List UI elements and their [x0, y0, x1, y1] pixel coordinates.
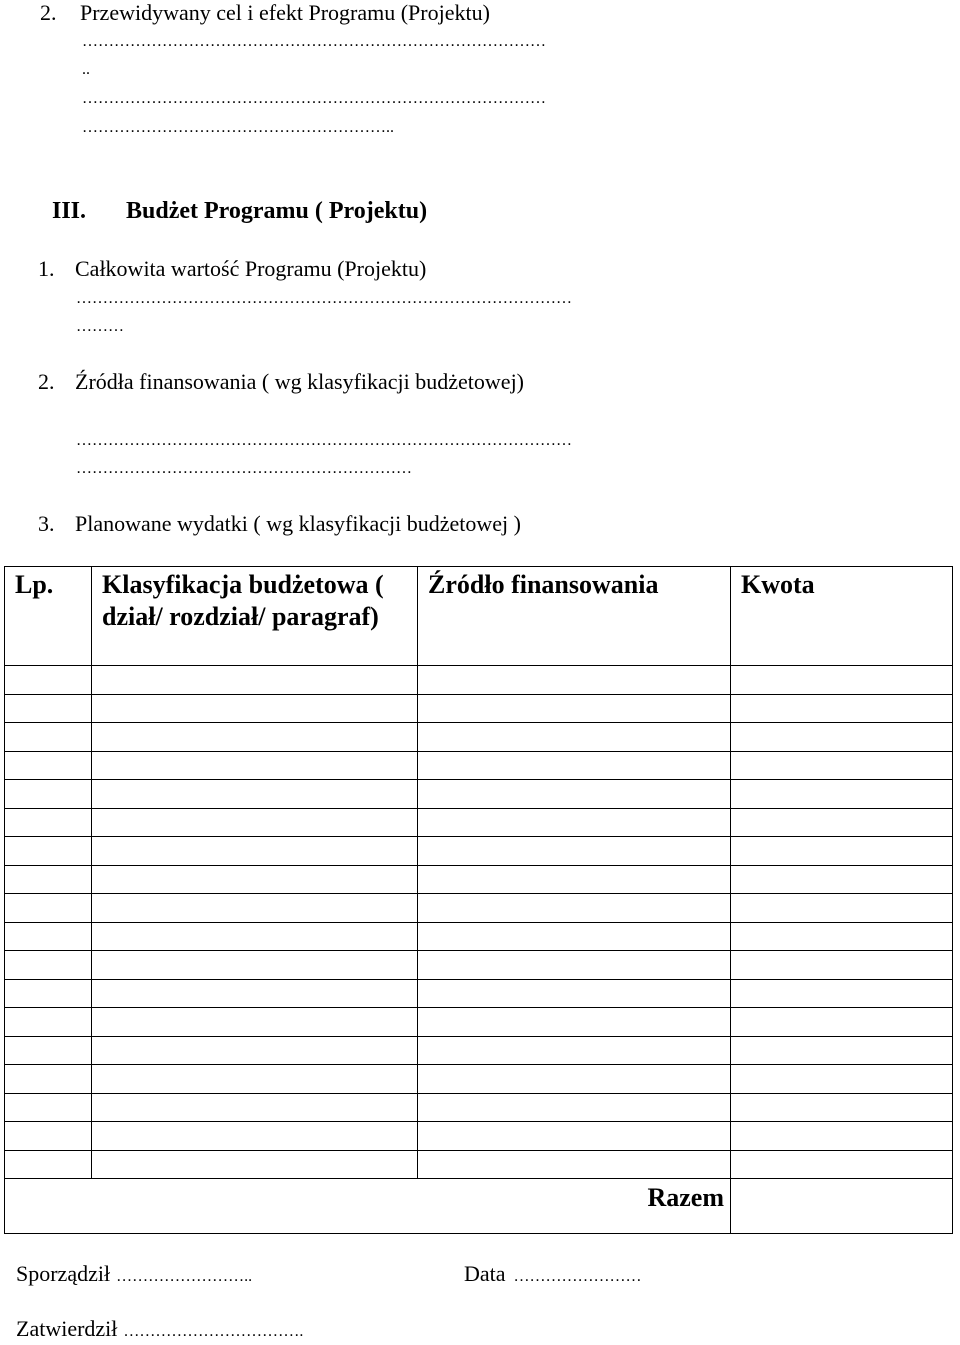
table-cell[interactable] [731, 751, 953, 780]
table-cell[interactable] [5, 837, 92, 866]
table-row [5, 1008, 953, 1037]
table-cell[interactable] [5, 723, 92, 752]
table-cell[interactable] [5, 1122, 92, 1151]
table-cell[interactable] [731, 865, 953, 894]
table-cell[interactable] [418, 1093, 731, 1122]
table-cell[interactable] [5, 1065, 92, 1094]
dotted-line-2: .. [82, 61, 90, 78]
table-cell[interactable] [731, 694, 953, 723]
item-number: 3. [38, 511, 55, 536]
table-row [5, 1036, 953, 1065]
table-cell[interactable] [731, 1036, 953, 1065]
table-cell[interactable] [92, 808, 418, 837]
table-cell[interactable] [418, 666, 731, 695]
header-amount: Kwota [731, 567, 953, 666]
table-cell[interactable] [731, 951, 953, 980]
table-row [5, 1093, 953, 1122]
table-cell[interactable] [5, 1008, 92, 1037]
table-cell[interactable] [731, 808, 953, 837]
dotted-line-8: ……………………………………………………… [76, 460, 412, 477]
table-row [5, 922, 953, 951]
table-cell[interactable] [731, 1065, 953, 1094]
table-cell[interactable] [5, 1150, 92, 1179]
table-cell[interactable] [5, 894, 92, 923]
table-cell[interactable] [731, 1122, 953, 1151]
table-cell[interactable] [5, 1036, 92, 1065]
table-cell[interactable] [92, 1008, 418, 1037]
item-number: 1. [38, 256, 55, 281]
prepared-by-line [16, 1261, 252, 1290]
table-cell[interactable] [731, 1008, 953, 1037]
table-cell[interactable] [5, 694, 92, 723]
dotted-line-4: ………………………………………………….. [82, 119, 394, 136]
section-2-item [40, 0, 490, 26]
budget-item-2 [38, 369, 524, 395]
table-row [5, 694, 953, 723]
budget-item-1 [38, 256, 426, 282]
approved-by-label: Zatwierdził [16, 1316, 118, 1341]
table-cell[interactable] [92, 922, 418, 951]
approved-by-field[interactable]: ……………………………. [123, 1323, 304, 1340]
table-cell[interactable] [418, 694, 731, 723]
table-cell[interactable] [731, 780, 953, 809]
table-cell[interactable] [418, 1065, 731, 1094]
item-number: 2. [38, 369, 55, 394]
table-cell[interactable] [92, 979, 418, 1008]
table-cell[interactable] [92, 694, 418, 723]
table-cell[interactable] [92, 780, 418, 809]
table-cell[interactable] [418, 1122, 731, 1151]
table-cell[interactable] [731, 979, 953, 1008]
table-cell[interactable] [731, 922, 953, 951]
total-label: Razem [5, 1179, 731, 1234]
table-row [5, 1065, 953, 1094]
table-cell[interactable] [418, 723, 731, 752]
table-cell[interactable] [92, 894, 418, 923]
table-cell[interactable] [5, 1093, 92, 1122]
table-row [5, 780, 953, 809]
header-source: Źródło finansowania [418, 567, 731, 666]
table-cell[interactable] [92, 865, 418, 894]
table-cell[interactable] [418, 865, 731, 894]
table-row [5, 865, 953, 894]
table-cell[interactable] [92, 1122, 418, 1151]
prepared-by-field[interactable]: …………………….. [116, 1268, 253, 1285]
section-roman-numeral: III. [52, 198, 87, 224]
table-cell[interactable] [418, 808, 731, 837]
expenses-table [4, 566, 953, 1234]
table-row [5, 894, 953, 923]
table-row [5, 723, 953, 752]
table-cell[interactable] [731, 1093, 953, 1122]
total-amount-cell[interactable] [731, 1179, 953, 1234]
table-cell[interactable] [418, 837, 731, 866]
table-cell[interactable] [418, 751, 731, 780]
item-text: Źródła finansowania ( wg klasyfikacji budżetowej) [75, 369, 525, 394]
table-row [5, 808, 953, 837]
table-row [5, 837, 953, 866]
table-cell[interactable] [731, 837, 953, 866]
table-cell[interactable] [92, 1065, 418, 1094]
prepared-by-label: Sporządził [16, 1261, 111, 1286]
table-cell[interactable] [418, 979, 731, 1008]
table-cell[interactable] [92, 723, 418, 752]
item-text: Planowane wydatki ( wg klasyfikacji budżetowej ) [75, 511, 521, 536]
table-total-row [5, 1179, 953, 1234]
table-row [5, 751, 953, 780]
table-cell[interactable] [418, 922, 731, 951]
table-cell[interactable] [418, 1036, 731, 1065]
table-cell[interactable] [418, 1008, 731, 1037]
table-cell[interactable] [731, 1150, 953, 1179]
date-line [464, 1261, 642, 1290]
table-row [5, 1150, 953, 1179]
section-3-heading [52, 198, 427, 224]
table-cell[interactable] [731, 894, 953, 923]
table-cell[interactable] [5, 666, 92, 695]
date-field[interactable]: …………………… [513, 1268, 642, 1285]
table-cell[interactable] [731, 666, 953, 695]
table-header-row [5, 567, 953, 666]
table-cell[interactable] [92, 1093, 418, 1122]
table-row [5, 1122, 953, 1151]
budget-item-3 [38, 511, 521, 537]
header-classification: Klasyfikacja budżetowa ( dział/ rozdział/ paragraf) [92, 567, 418, 666]
table-row [5, 666, 953, 695]
item-number: 2. [40, 0, 57, 25]
table-cell[interactable] [5, 865, 92, 894]
table-cell[interactable] [5, 780, 92, 809]
table-cell[interactable] [5, 951, 92, 980]
table-cell[interactable] [92, 1150, 418, 1179]
dotted-line-5: ………………………………………………………………………………… [76, 290, 572, 307]
table-cell[interactable] [5, 751, 92, 780]
date-label: Data [464, 1261, 506, 1286]
section-title: Budżet Programu ( Projektu) [126, 198, 428, 224]
dotted-line-1: …………………………………………………………………………… [82, 33, 546, 50]
table-cell[interactable] [418, 1150, 731, 1179]
table-cell[interactable] [92, 751, 418, 780]
table-cell[interactable] [731, 723, 953, 752]
table-cell[interactable] [92, 837, 418, 866]
approved-by-line [16, 1316, 303, 1345]
table-cell[interactable] [92, 951, 418, 980]
table-cell[interactable] [92, 666, 418, 695]
item-text: Całkowita wartość Programu (Projektu) [75, 256, 427, 281]
table-cell[interactable] [5, 922, 92, 951]
table-row [5, 979, 953, 1008]
table-cell[interactable] [92, 1036, 418, 1065]
table-cell[interactable] [418, 951, 731, 980]
dotted-line-7: ………………………………………………………………………………… [76, 432, 572, 449]
table-row [5, 951, 953, 980]
table-cell[interactable] [5, 808, 92, 837]
item-text: Przewidywany cel i efekt Programu (Projektu) [80, 0, 490, 25]
dotted-line-3: …………………………………………………………………………… [82, 90, 546, 107]
table-cell[interactable] [5, 979, 92, 1008]
table-cell[interactable] [418, 894, 731, 923]
header-lp: Lp. [5, 567, 92, 666]
table-cell[interactable] [418, 780, 731, 809]
dotted-line-6: ……… [76, 318, 124, 335]
